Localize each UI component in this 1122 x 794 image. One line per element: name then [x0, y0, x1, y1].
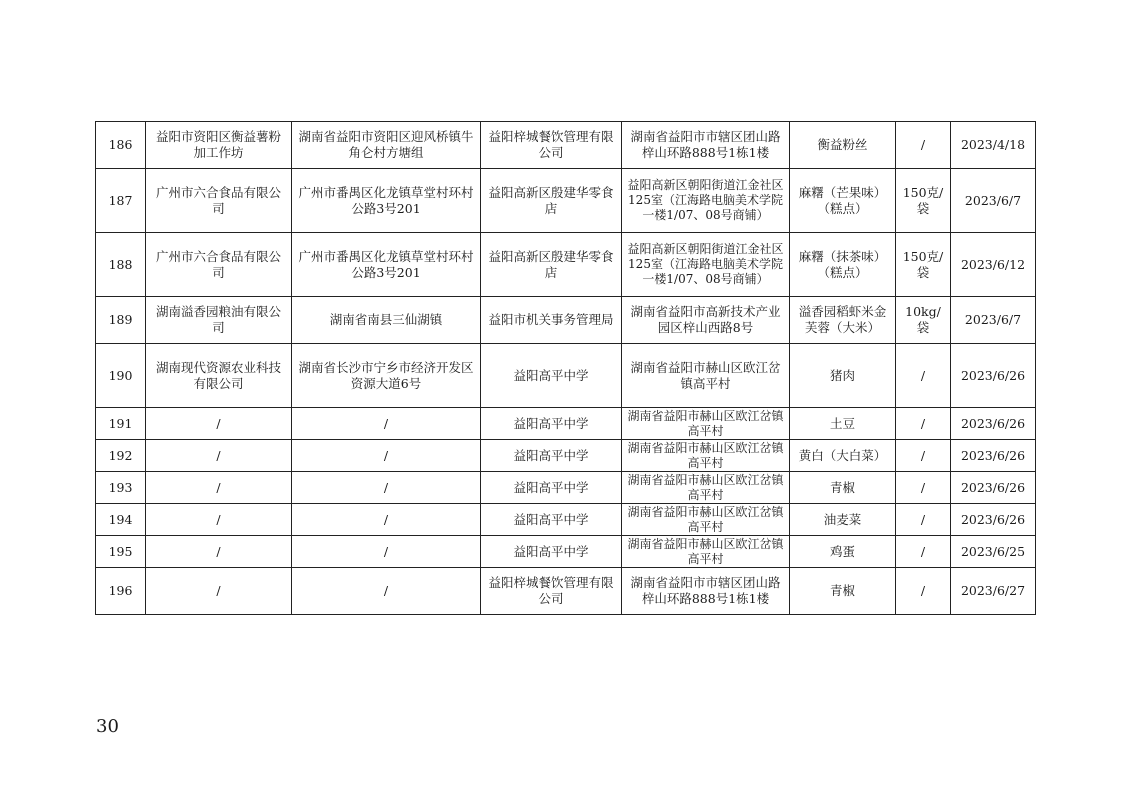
cell-producer: 湖南现代资源农业科技有限公司: [146, 344, 292, 408]
cell-food-name: 青椒: [790, 472, 896, 504]
cell-producer: 湖南溢香园粮油有限公司: [146, 297, 292, 344]
cell-sampled-unit: 益阳市机关事务管理局: [481, 297, 622, 344]
cell-spec: /: [896, 472, 951, 504]
cell-sampled-unit-address: 湖南省益阳市市辖区团山路梓山环路888号1栋1楼: [622, 122, 790, 169]
cell-food-name: 溢香园稻虾米金芙蓉（大米）: [790, 297, 896, 344]
table-row: [96, 169, 1036, 233]
cell-sampled-unit-address: 湖南省益阳市市辖区团山路梓山环路888号1栋1楼: [622, 568, 790, 615]
cell-sampled-unit: 益阳高新区殷建华零食店: [481, 169, 622, 233]
cell-producer-address: /: [292, 536, 481, 568]
cell-sampled-unit: 益阳高平中学: [481, 472, 622, 504]
table-row: [96, 568, 1036, 615]
cell-spec: /: [896, 504, 951, 536]
cell-producer: /: [146, 408, 292, 440]
cell-producer: /: [146, 472, 292, 504]
cell-no: 194: [96, 504, 146, 536]
cell-date: 2023/6/12: [951, 233, 1036, 297]
cell-sampled-unit-address: 益阳高新区朝阳街道江金社区125室（江海路电脑美术学院一楼1/07、08号商铺）: [622, 233, 790, 297]
cell-food-name: 土豆: [790, 408, 896, 440]
table-row: [96, 408, 1036, 440]
cell-date: 2023/6/26: [951, 344, 1036, 408]
cell-sampled-unit: 益阳高平中学: [481, 344, 622, 408]
cell-date: 2023/4/18: [951, 122, 1036, 169]
cell-producer: /: [146, 568, 292, 615]
cell-sampled-unit-address: 湖南省益阳市赫山区欧江岔镇高平村: [622, 504, 790, 536]
cell-producer-address: /: [292, 408, 481, 440]
cell-no: 187: [96, 169, 146, 233]
cell-spec: /: [896, 440, 951, 472]
cell-food-name: 鸡蛋: [790, 536, 896, 568]
cell-date: 2023/6/26: [951, 472, 1036, 504]
cell-date: 2023/6/26: [951, 504, 1036, 536]
cell-sampled-unit-address: 益阳高新区朝阳街道江金社区125室（江海路电脑美术学院一楼1/07、08号商铺）: [622, 169, 790, 233]
cell-spec: /: [896, 344, 951, 408]
cell-food-name: 麻糬（芒果味）（糕点）: [790, 169, 896, 233]
table-row: [96, 122, 1036, 169]
table-row: [96, 233, 1036, 297]
cell-spec: 150克/袋: [896, 169, 951, 233]
cell-sampled-unit: 益阳高平中学: [481, 536, 622, 568]
cell-no: 188: [96, 233, 146, 297]
cell-no: 189: [96, 297, 146, 344]
table-row: [96, 472, 1036, 504]
cell-food-name: 麻糬（抹茶味）（糕点）: [790, 233, 896, 297]
cell-sampled-unit: 益阳梓城餐饮管理有限公司: [481, 568, 622, 615]
cell-sampled-unit: 益阳高平中学: [481, 408, 622, 440]
cell-sampled-unit: 益阳高平中学: [481, 504, 622, 536]
cell-producer-address: 广州市番禺区化龙镇草堂村环村公路3号201: [292, 169, 481, 233]
cell-producer: /: [146, 504, 292, 536]
cell-no: 191: [96, 408, 146, 440]
cell-sampled-unit-address: 湖南省益阳市高新技术产业园区梓山西路8号: [622, 297, 790, 344]
cell-spec: /: [896, 536, 951, 568]
cell-date: 2023/6/26: [951, 440, 1036, 472]
cell-no: 186: [96, 122, 146, 169]
table-row: [96, 536, 1036, 568]
cell-sampled-unit-address: 湖南省益阳市赫山区欧江岔镇高平村: [622, 344, 790, 408]
cell-producer-address: 湖南省长沙市宁乡市经济开发区资源大道6号: [292, 344, 481, 408]
cell-producer-address: /: [292, 440, 481, 472]
cell-producer: 益阳市资阳区衡益薯粉加工作坊: [146, 122, 292, 169]
table-row: [96, 440, 1036, 472]
cell-food-name: 青椒: [790, 568, 896, 615]
cell-producer: /: [146, 536, 292, 568]
cell-food-name: 油麦菜: [790, 504, 896, 536]
cell-sampled-unit-address: 湖南省益阳市赫山区欧江岔镇高平村: [622, 408, 790, 440]
cell-sampled-unit: 益阳梓城餐饮管理有限公司: [481, 122, 622, 169]
cell-producer-address: /: [292, 472, 481, 504]
cell-no: 193: [96, 472, 146, 504]
cell-no: 190: [96, 344, 146, 408]
inspection-table: [95, 121, 1036, 615]
cell-sampled-unit-address: 湖南省益阳市赫山区欧江岔镇高平村: [622, 440, 790, 472]
cell-spec: /: [896, 408, 951, 440]
cell-producer-address: 广州市番禺区化龙镇草堂村环村公路3号201: [292, 233, 481, 297]
cell-spec: /: [896, 122, 951, 169]
table-row: [96, 344, 1036, 408]
cell-date: 2023/6/7: [951, 297, 1036, 344]
cell-producer-address: 湖南省益阳市资阳区迎风桥镇牛角仑村方塘组: [292, 122, 481, 169]
cell-producer-address: /: [292, 568, 481, 615]
cell-spec: /: [896, 568, 951, 615]
cell-sampled-unit: 益阳高新区殷建华零食店: [481, 233, 622, 297]
cell-food-name: 黄白（大白菜）: [790, 440, 896, 472]
cell-spec: 10kg/袋: [896, 297, 951, 344]
cell-no: 195: [96, 536, 146, 568]
cell-no: 192: [96, 440, 146, 472]
cell-sampled-unit-address: 湖南省益阳市赫山区欧江岔镇高平村: [622, 536, 790, 568]
cell-producer: 广州市六合食品有限公司: [146, 169, 292, 233]
table-row: [96, 504, 1036, 536]
cell-food-name: 衡益粉丝: [790, 122, 896, 169]
page-number: 30: [96, 716, 119, 737]
cell-producer-address: 湖南省南县三仙湖镇: [292, 297, 481, 344]
cell-spec: 150克/袋: [896, 233, 951, 297]
cell-date: 2023/6/27: [951, 568, 1036, 615]
cell-date: 2023/6/26: [951, 408, 1036, 440]
table-row: [96, 297, 1036, 344]
cell-producer-address: /: [292, 504, 481, 536]
cell-date: 2023/6/7: [951, 169, 1036, 233]
cell-producer: 广州市六合食品有限公司: [146, 233, 292, 297]
cell-food-name: 猪肉: [790, 344, 896, 408]
cell-sampled-unit: 益阳高平中学: [481, 440, 622, 472]
table-body: [96, 122, 1036, 615]
cell-sampled-unit-address: 湖南省益阳市赫山区欧江岔镇高平村: [622, 472, 790, 504]
cell-no: 196: [96, 568, 146, 615]
cell-date: 2023/6/25: [951, 536, 1036, 568]
cell-producer: /: [146, 440, 292, 472]
